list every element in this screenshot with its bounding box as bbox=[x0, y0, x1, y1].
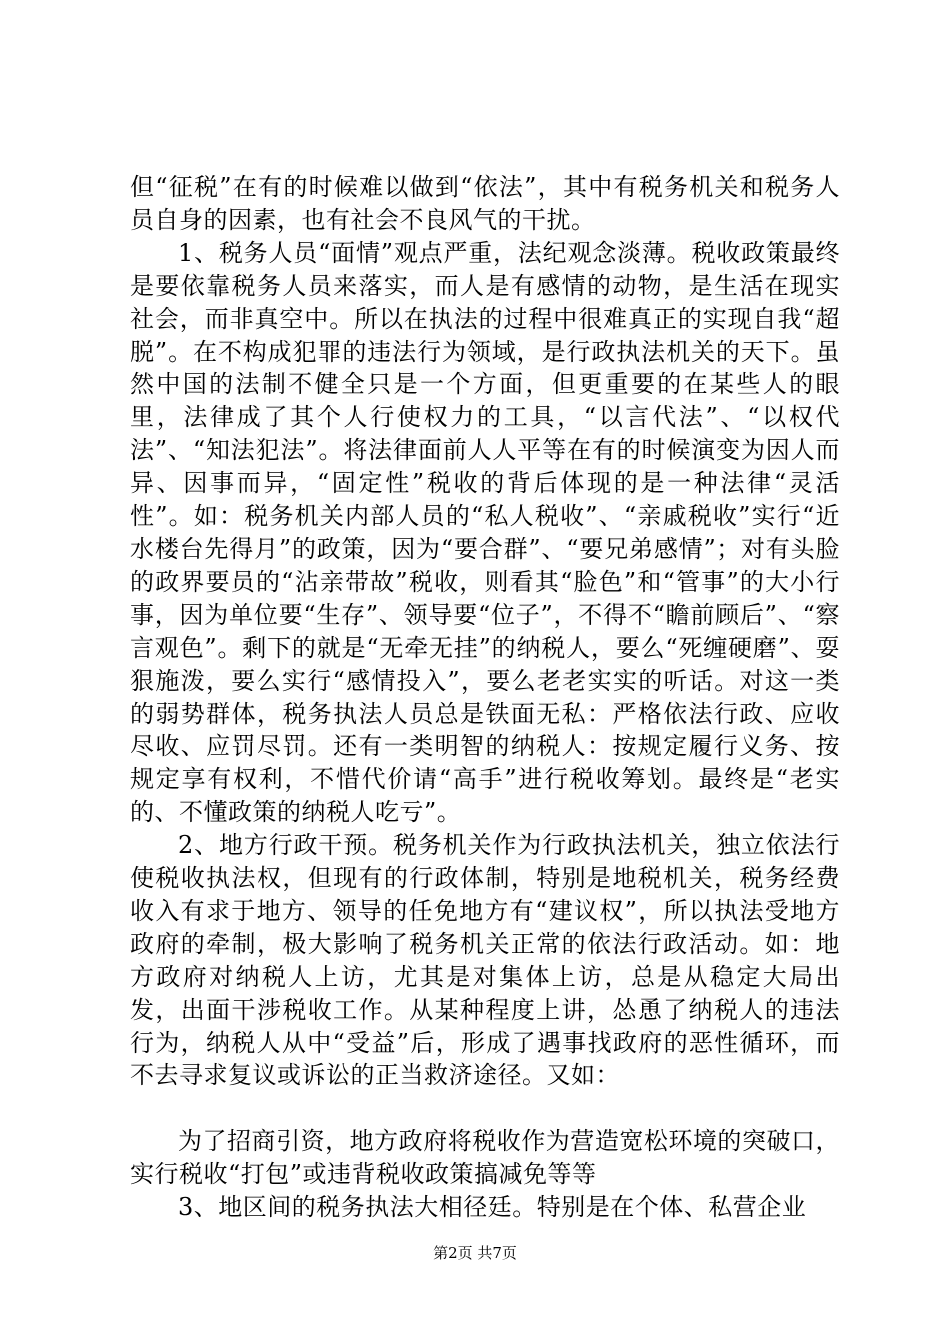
paragraph-point-1: 1、税务人员“面情”观点严重，法纪观念淡薄。税收政策最终是要依靠税务人员来落实，而人是有感情的动物，是生活在现实社会，而非真空中。所以在执法的过程中很难真正的实现自我“超脱”。在不构成犯罪的违法行为领域，是行政执法机关的天下。虽然中国的法制不健全只是一个方面，但更重要的在某些人的眼里，法律成了其个人行使权力的工具，“以言代法”、“以权代法”、“知法犯法”。将法律面前人人平等在有的时候演变为因人而异、因事而异，“固定性”税收的背后体现的是一种法律“灵活性”。如：税务机关内部人员的“私人税收”、“亲戚税收”实行“近水楼台先得月”的政策，因为“要合群”、“要兄弟感情”；对有头脸的政界要员的“沾亲带故”税收，则看其“脸色”和“管事”的大小行事，因为单位要“生存”、领导要“位子”，不得不“瞻前顾后”、“察言观色”。剩下的就是“无牵无挂”的纳税人，要么“死缠硬磨”、耍狠施泼，要么实行“感情投入”，要么老老实实的听话。对这一类的弱势群体，税务执法人员总是铁面无私：严格依法行政、应收尽收、应罚尽罚。还有一类明智的纳税人：按规定履行义务、按规定享有权利，不惜代价请“高手”进行税收筹划。最终是“老实的、不懂政策的纳税人吃亏”。 bbox=[130, 238, 840, 827]
paragraph-point-2: 2、地方行政干预。税务机关作为行政执法机关，独立依法行使税收执法权，但现有的行政体制，特别是地税机关，税务经费收入有求于地方、领导的任免地方有“建议权”，所以执法受地方政府的牵制，极大影响了税务机关正常的依法行政活动。如：地方政府对纳税人上访，尤其是对集体上访，总是从稳定大局出发，出面干涉税收工作。从某种程度上讲，怂恿了纳税人的违法行为，纳税人从中“受益”后，形成了遇事找政府的恶性循环，而不去寻求复议或诉讼的正当救济途径。又如： bbox=[130, 831, 840, 1090]
paragraph-intro: 但“征税”在有的时候难以做到“依法”，其中有税务机关和税务人员自身的因素，也有社会不良风气的干扰。 bbox=[130, 173, 840, 234]
page-footer bbox=[0, 1242, 950, 1263]
page-number-label: 第2页 共7页 bbox=[433, 1244, 517, 1262]
paragraph-investment: 为了招商引资，地方政府将税收作为营造宽松环境的突破口，实行税收“打包”或违背税收政策搞减免等等 bbox=[130, 1127, 840, 1189]
paragraph-point-3: 3、地区间的税务执法大相径廷。特别是在个体、私营企业 bbox=[178, 1193, 807, 1222]
document-body bbox=[130, 171, 840, 1224]
